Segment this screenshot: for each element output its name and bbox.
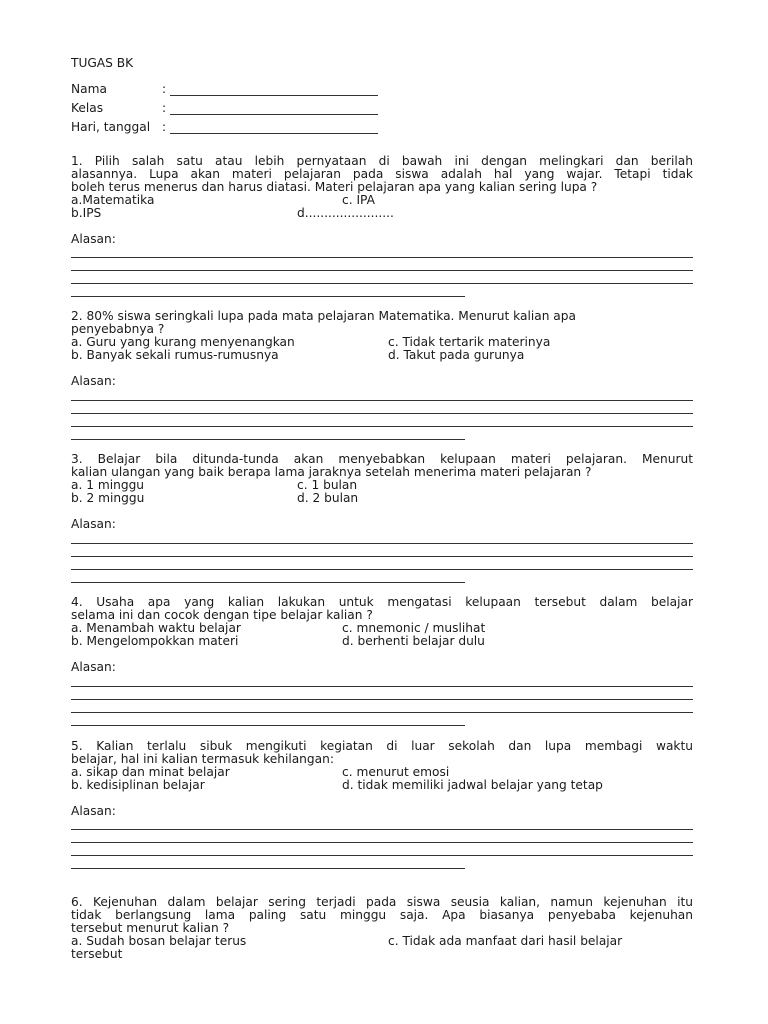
q3-option-b[interactable]: b. 2 minggu <box>71 491 145 505</box>
nama-field[interactable] <box>170 95 378 96</box>
hari-tanggal-label: Hari, tanggal <box>71 120 151 134</box>
q6-text-line-1: 6. Kejenuhan dalam belajar sering terjadi pada siswa seusia kalian, namun kejenuhan itu <box>71 895 693 909</box>
q2-alasan-label: Alasan: <box>71 374 116 388</box>
q5-option-b[interactable]: b. kedisiplinan belajar <box>71 778 205 792</box>
nama-colon: : <box>162 82 167 96</box>
q5-answer-line-3[interactable] <box>71 855 693 856</box>
q1-answer-line-2[interactable] <box>71 270 693 271</box>
q3-text-line-1: 3. Belajar bila ditunda-tunda akan menyebabkan kelupaan materi pelajaran. Menurut <box>71 452 693 466</box>
q2-option-a[interactable]: a. Guru yang kurang menyenangkan <box>71 335 295 349</box>
q4-option-b[interactable]: b. Mengelompokkan materi <box>71 634 239 648</box>
q5-alasan-label: Alasan: <box>71 804 116 818</box>
q3-answer-line-4[interactable] <box>71 582 465 583</box>
q6-option-a[interactable]: a. Sudah bosan belajar terus <box>71 934 247 948</box>
q2-text-line-1: 2. 80% siswa seringkali lupa pada mata pelajaran Matematika. Menurut kalian apa <box>71 309 576 323</box>
q1-answer-line-4[interactable] <box>71 296 465 297</box>
q6-option-c[interactable]: c. Tidak ada manfaat dari hasil belajar <box>388 934 623 948</box>
q1-text-line-2: alasannya. Lupa akan materi pelajaran pada siswa adalah hal yang wajar. Tetapi tidak <box>71 167 693 181</box>
q3-option-d[interactable]: d. 2 bulan <box>297 491 359 505</box>
q5-answer-line-4[interactable] <box>71 868 465 869</box>
q4-answer-line-3[interactable] <box>71 712 693 713</box>
q3-answer-line-3[interactable] <box>71 569 693 570</box>
q6-text-line-3: tersebut menurut kalian ? <box>71 921 230 935</box>
q4-option-d[interactable]: d. berhenti belajar dulu <box>342 634 485 648</box>
q3-answer-line-2[interactable] <box>71 556 693 557</box>
q4-text-line-2: selama ini dan cocok dengan tipe belajar kalian ? <box>71 608 373 622</box>
q2-option-b[interactable]: b. Banyak sekali rumus-rumusnya <box>71 348 279 362</box>
q1-answer-line-1[interactable] <box>71 257 693 258</box>
q5-option-d[interactable]: d. tidak memiliki jadwal belajar yang tetap <box>342 778 603 792</box>
q4-option-a[interactable]: a. Menambah waktu belajar <box>71 621 241 635</box>
q1-text-line-3: boleh terus menerus dan harus diatasi. Materi pelajaran apa yang kalian sering lupa ? <box>71 180 598 194</box>
q2-answer-line-1[interactable] <box>71 400 693 401</box>
q5-text-line-1: 5. Kalian terlalu sibuk mengikuti kegiatan di luar sekolah dan lupa membagi waktu <box>71 739 693 753</box>
q6-text-line-2: tidak berlangsung lama paling satu minggu saja. Apa biasanya penyebaba kejenuhan <box>71 908 693 922</box>
q6-option-a-continued: tersebut <box>71 947 123 961</box>
q2-text-line-2: penyebabnya ? <box>71 322 165 336</box>
q5-option-c[interactable]: c. menurut emosi <box>342 765 450 779</box>
q2-option-d[interactable]: d. Takut pada gurunya <box>388 348 525 362</box>
q4-alasan-label: Alasan: <box>71 660 116 674</box>
hari-tanggal-colon: : <box>162 120 167 134</box>
q3-option-a[interactable]: a. 1 minggu <box>71 478 145 492</box>
q1-option-a[interactable]: a.Matematika <box>71 193 155 207</box>
q3-text-line-2: kalian ulangan yang baik berapa lama jaraknya setelah menerima materi pelajaran ? <box>71 465 592 479</box>
q5-text-line-2: belajar, hal ini kalian termasuk kehilangan: <box>71 752 334 766</box>
q4-answer-line-1[interactable] <box>71 686 693 687</box>
q4-text-line-1: 4. Usaha apa yang kalian lakukan untuk mengatasi kelupaan tersebut dalam belajar <box>71 595 693 609</box>
q3-alasan-label: Alasan: <box>71 517 116 531</box>
kelas-label: Kelas <box>71 101 104 115</box>
nama-label: Nama <box>71 82 107 96</box>
q1-option-b[interactable]: b.IPS <box>71 206 102 220</box>
q1-alasan-label: Alasan: <box>71 232 116 246</box>
q3-answer-line-1[interactable] <box>71 543 693 544</box>
q2-answer-line-3[interactable] <box>71 426 693 427</box>
q2-answer-line-2[interactable] <box>71 413 693 414</box>
q3-option-c[interactable]: c. 1 bulan <box>297 478 358 492</box>
q4-option-c[interactable]: c. mnemonic / muslihat <box>342 621 486 635</box>
q4-answer-line-4[interactable] <box>71 725 465 726</box>
q5-option-a[interactable]: a. sikap dan minat belajar <box>71 765 230 779</box>
q5-answer-line-1[interactable] <box>71 829 693 830</box>
q1-option-d[interactable]: d....................... <box>297 206 394 220</box>
kelas-field[interactable] <box>170 114 378 115</box>
hari-tanggal-field[interactable] <box>170 133 378 134</box>
q1-answer-line-3[interactable] <box>71 283 693 284</box>
q2-answer-line-4[interactable] <box>71 439 465 440</box>
q1-text-line-1: 1. Pilih salah satu atau lebih pernyataan di bawah ini dengan melingkari dan berilah <box>71 154 693 168</box>
q1-option-c[interactable]: c. IPA <box>342 193 375 207</box>
q2-option-c[interactable]: c. Tidak tertarik materinya <box>388 335 551 349</box>
q4-answer-line-2[interactable] <box>71 699 693 700</box>
q5-answer-line-2[interactable] <box>71 842 693 843</box>
kelas-colon: : <box>162 101 167 115</box>
page-title: TUGAS BK <box>71 56 134 70</box>
